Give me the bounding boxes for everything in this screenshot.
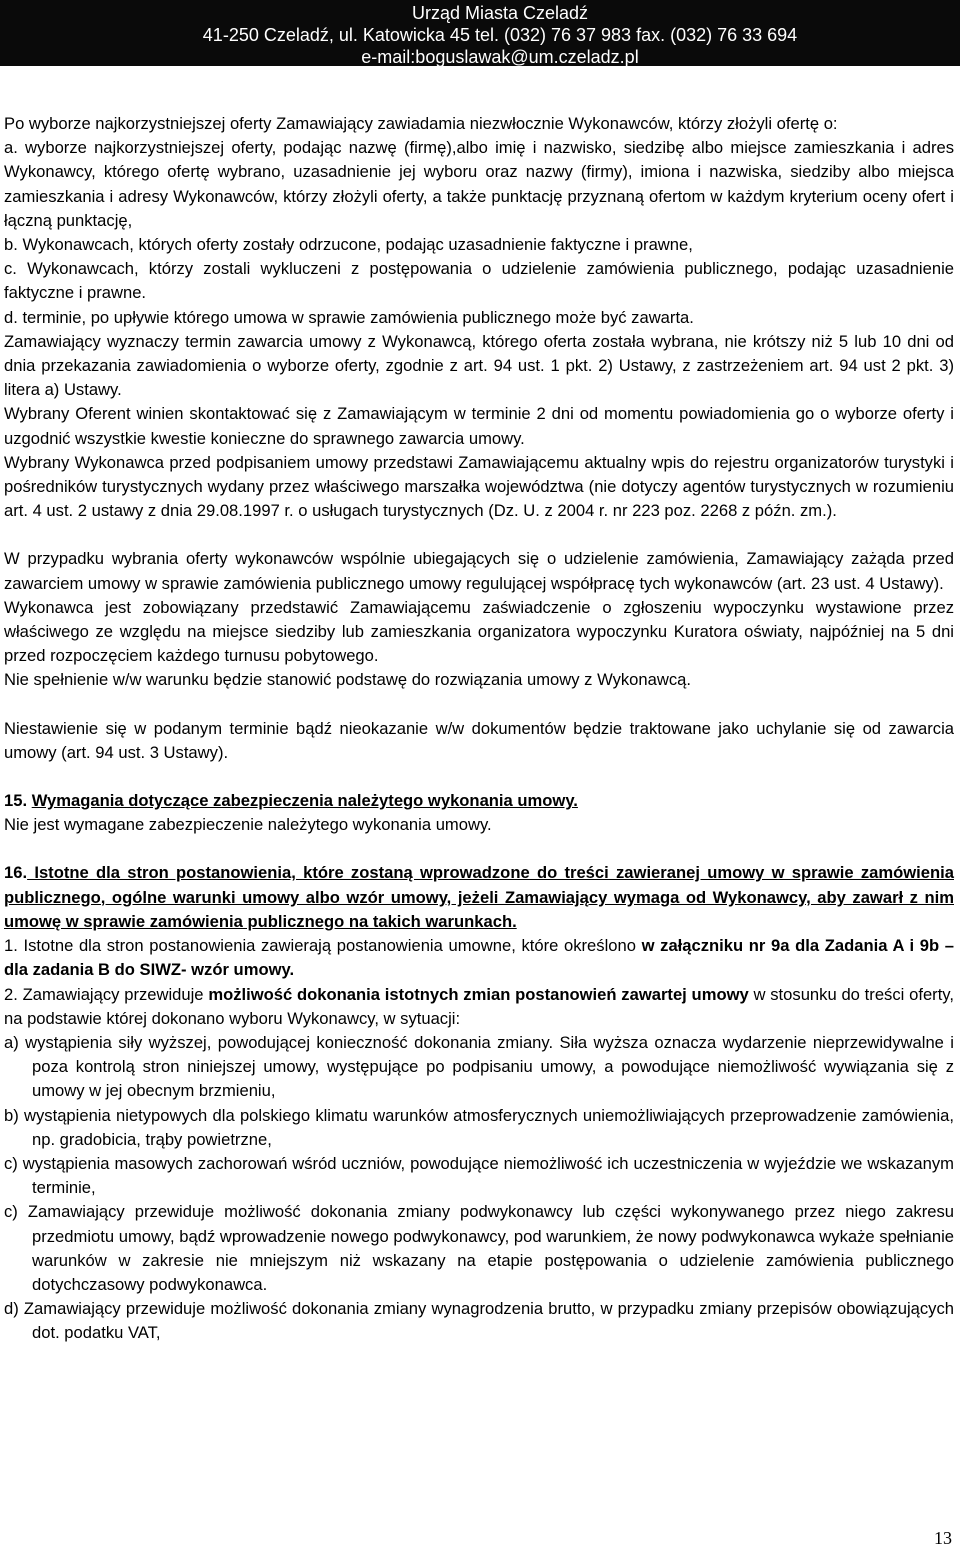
letterhead [0, 0, 960, 66]
list-item-a: a. wyborze najkorzystniejszej oferty, podając nazwę (firmę),albo imię i nazwisko, siedzibę albo miejsce zamieszkania i adres Wykonawcy, którego ofertę wybrano, uzasadnienie jej wyboru oraz nazwy (firmy), imiona i nazwiska, siedziby albo miejsca zamieszkania i adresy Wykonawców, którzy złożyli oferty, a także punktację przyznaną ofertom w każdym kryterium oceny ofert i łączną punktację, [4, 138, 954, 230]
section-16-item-2 [4, 983, 954, 1031]
subitem-d: d) Zamawiający przewiduje możliwość dokonania zmiany wynagrodzenia brutto, w przypadku zmiany przepisów obowiązujących dot. podatku VAT, [4, 1299, 954, 1343]
list-item-d: d. terminie, po upływie którego umowa w sprawie zamówienia publicznego może być zawarta. [4, 307, 694, 327]
paragraph-registry: Wybrany Wykonawca przed podpisaniem umowy przedstawi Zamawiającemu aktualny wpis do rejestru organizatorów turystyki i pośredników turystycznych wydany przez właściwego marszałka województwa (nie dotyczy agentów turystycznych w rozumieniu art. 4 ust. 2 ustawy z dnia 29.08.1997 r. o usługach turystycznych (Dz. U. z 2004 r. nr 223 poz. 2268 z późn. zm.). [4, 452, 954, 521]
section-16-heading [4, 861, 954, 934]
section-16-title: Istotne dla stron postanowienia, które zostaną wprowadzone do treści zawieranej umowy w sprawie zamówienia publicznego, ogólne warunki umowy albo wzór umowy, jeżeli Zamawiający wymaga od Wykonawcy, aby zawarł z nim umowę w sprawie zamówienia publicznego na takich warunkach. [4, 863, 954, 931]
paragraph-absence: Niestawienie się w podanym terminie bądź nieokazanie w/w dokumentów będzie traktowane jako uchylanie się od zawarcia umowy (art. 94 ust. 3 Ustawy). [4, 718, 954, 762]
paragraph-condition: Nie spełnienie w/w warunku będzie stanowić podstawę do rozwiązania umowy z Wykonawcą. [4, 670, 691, 690]
letterhead-office-name: Urząd Miasta Czeladź [411, 3, 589, 23]
section-16-number: 16. [4, 863, 28, 883]
section-15-heading [4, 789, 954, 813]
subitem-c-illness: c) wystąpienia masowych zachorowań wśród uczniów, powodujące niemożliwość ich uczestniczenia w wyjeździe we wskazanym terminie, [4, 1153, 954, 1198]
item-1-text: 1. Istotne dla stron postanowienia zawierają postanowienia umowne, które określono [4, 936, 642, 956]
section-15-number: 15. [4, 791, 32, 811]
document-body [4, 112, 954, 1346]
paragraph-contact: Wybrany Oferent winien skontaktować się z Zamawiającym w terminie 2 dni od momentu powiadomienia go o wyborze oferty i uzgodnić wszystkie kwestie konieczne do sprawnego zawarcia umowy. [4, 404, 954, 448]
item-1-bold: w załączniku nr 9a dla Zadania A i 9b – dla zadania B do SIWZ- wzór umowy. [4, 936, 954, 980]
item-2-text-end: w stosunku do treści oferty, na podstawie której dokonano wyboru Wykonawcy, w sytuacji: [4, 984, 954, 1028]
subitem-b: b) wystąpienia nietypowych dla polskiego klimatu warunków atmosferycznych uniemożliwiających przeprowadzenie zamówienia, np. gradobicia, trąby powietrzne, [4, 1105, 954, 1149]
section-15-text: Nie jest wymagane zabezpieczenie należytego wykonania umowy. [4, 815, 492, 835]
paragraph-intro: Po wyborze najkorzystniejszej oferty Zamawiający zawiadamia niezwłocznie Wykonawców, którzy złożyli ofertę o: [4, 114, 838, 133]
letterhead-email: e-mail:boguslawak@um.czeladz.pl [361, 47, 639, 67]
paragraph-joint-offer: W przypadku wybrania oferty wykonawców wspólnie ubiegających się o udzielenie zamówienia, Zamawiający zażąda przed zawarciem umowy w sprawie zamówienia publicznego umowy regulującej współpracę tych wykonawców (art. 23 ust. 4 Ustawy). [4, 549, 954, 593]
paragraph-contract-term: Zamawiający wyznaczy termin zawarcia umowy z Wykonawcą, którego oferta została wybrana, nie krótszy niż 5 lub 10 dni od dnia przekazania zawiadomienia o wyborze oferty, zgodnie z art. 94 ust. 1 pkt. 2) Ustawy, z zastrzeżeniem art. 94 ust 2 pkt. 3) litera a) Ustawy. [4, 331, 954, 400]
paragraph-certificate: Wykonawca jest zobowiązany przedstawić Zamawiającemu zaświadczenie o zgłoszeniu wypoczynku wystawione przez właściwego ze względu na miejsce siedziby lub zamieszkania organizatora wypoczynku Kuratora oświaty, najpóźniej na 5 dni przed rozpoczęciem każdego turnusu pobytowego. [4, 597, 954, 666]
subitem-a: a) wystąpienia siły wyższej, powodującej konieczność dokonania zmiany. Siła wyższa oznacza wydarzenie nieprzewidywalne i poza kontrolą stron niniejszej umowy, występujące po podpisaniu umowy, a powodujące niemożliwość wywiązania się z umowy w jej obecnym brzmieniu, [4, 1032, 954, 1101]
letterhead-address: 41-250 Czeladź, ul. Katowicka 45 tel. (032) 76 37 983 fax. (032) 76 33 694 [202, 25, 798, 45]
page-number: 13 [934, 1528, 952, 1548]
section-15-title: Wymagania dotyczące zabezpieczenia należytego wykonania umowy. [31, 791, 578, 811]
section-16-item-1 [4, 934, 954, 982]
list-item-c: c. Wykonawcach, którzy zostali wykluczeni z postępowania o udzielenie zamówienia publicznego, podając uzasadnienie faktyczne i prawne. [4, 259, 954, 303]
subitem-c-subcontractor: c) Zamawiający przewiduje możliwość dokonania zmiany podwykonawcy lub części wykonywanego przez niego zakresu przedmiotu umowy, bądź wprowadzenie nowego podwykonawcy, pod warunkiem, że nowy podwykonawca wykaże spełnianie warunków w zakresie nie mniejszym niż wskazany na etapie postępowania o udzielenie zamówienia publicznego dotychczasowy podwykonawca. [4, 1202, 954, 1294]
list-item-b: b. Wykonawcach, których oferty zostały odrzucone, podając uzasadnienie faktyczne i prawne, [4, 235, 693, 255]
item-2-bold: możliwość dokonania istotnych zmian postanowień zawartej umowy [208, 984, 749, 1004]
item-2-text-start: 2. Zamawiający przewiduje [4, 984, 209, 1004]
